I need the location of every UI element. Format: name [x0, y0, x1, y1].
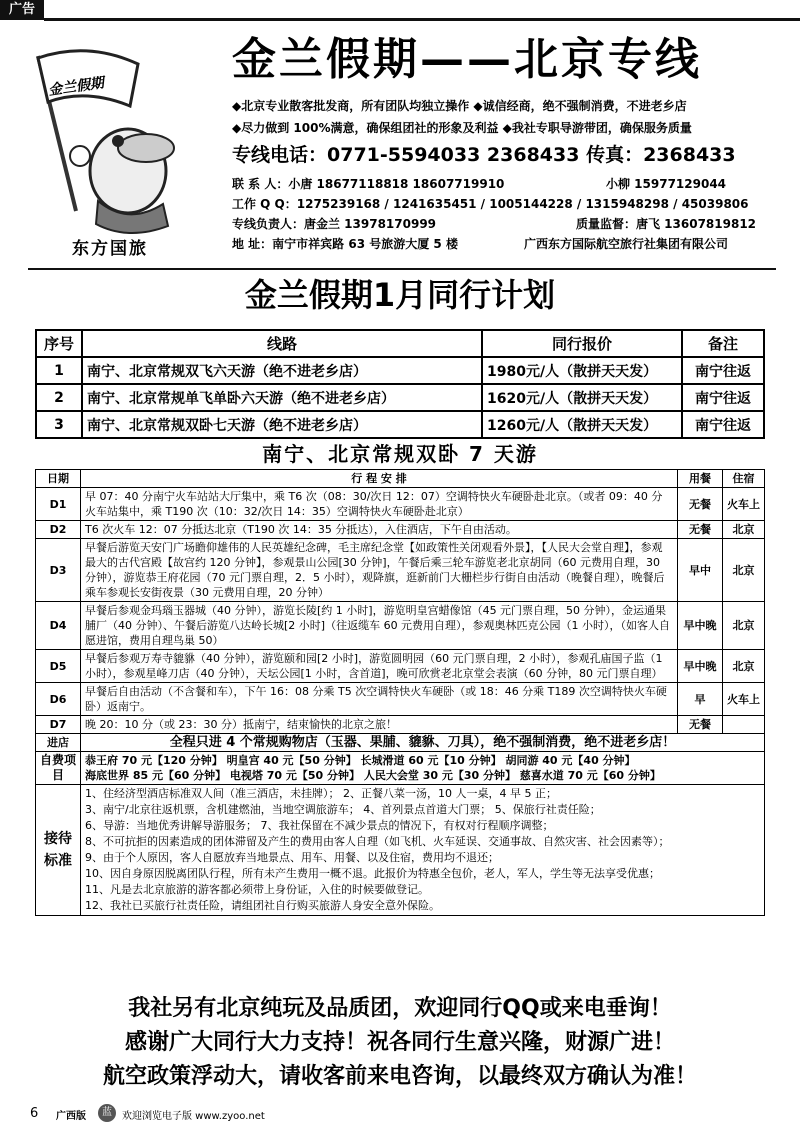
header-route: 线路 — [82, 330, 482, 357]
header-date: 日期 — [36, 470, 81, 488]
address-line: 地 址：南宁市祥宾路 63 号旅游大厦 5 楼 — [232, 237, 458, 251]
table-row — [36, 488, 765, 521]
ad-tag: 广告 — [0, 0, 44, 20]
standards-row — [36, 785, 765, 916]
day-label: D2 — [36, 521, 81, 539]
contact-line: 联 系 人：小唐 18677118818 18607719910 — [232, 177, 505, 191]
routes-header-row — [36, 330, 764, 357]
table-row — [36, 521, 765, 539]
day-label: D4 — [36, 602, 81, 650]
contact-line-2: 小柳 15977129044 — [606, 177, 727, 191]
shops-row — [36, 734, 765, 752]
shops-text: 全程只进 4 个常规购物店（玉器、果脯、貔貅、刀具），绝不强制消费，绝不进老乡店！ — [81, 734, 765, 752]
standard-item: 9、由于个人原因，客人自愿放弃当地景点、用车、用餐、以及住宿，费用均不退还； — [85, 851, 499, 864]
standard-item: 11、凡是去北京旅游的游客都必须带上身份证，入住的时候要做登记。 — [85, 883, 429, 896]
route-no: 1 — [36, 357, 82, 384]
standard-item: 6、导游：当地优秀讲解导游服务； 7、我社保留在不减少景点的情况下，有权对行程顺序调整； — [85, 819, 554, 832]
day-plan: 早餐后游览天安门广场瞻仰雄伟的人民英雄纪念碑，毛主席纪念堂【如政策性关闭观看外景】，【人民大会堂自理】，参观最大的古代宫殿【故宫约 120 分钟】，参观景山公园[30 分钟]，午餐后乘三轮车游览老北京胡同（60 元费用自理，30 分钟），游览恭王府花园（70 元门票自理，2．5 小时），观降旗，逛新前门大栅栏步行街自由活动（晚餐自理），晚餐后乘车参观长安街夜景（30 元费用自理，20 分钟） — [81, 539, 678, 602]
route-price: 1980元/人（散拼天天发） — [482, 357, 682, 384]
day-label: D1 — [36, 488, 81, 521]
optional-items — [81, 752, 765, 785]
header-no: 序号 — [36, 330, 82, 357]
qq-line: 工作 Q Q：1275239168 / 1241635451 / 1005144228 / 1315948298 / 45039806 — [232, 197, 749, 211]
tour-title: 南宁、北京常规双卧 7 天游 — [262, 442, 538, 466]
day-plan: 早餐后自由活动（不含餐和车），下午 16：08 分乘 T5 次空调特快火车硬卧（或 18：46 分乘 T189 次空调特快火车硬卧）返南宁。 — [81, 683, 678, 716]
route-note: 南宁往返 — [682, 411, 764, 438]
brand-title: 金兰假期——北京专线 — [232, 34, 702, 85]
mascot-flag-icon — [18, 36, 198, 261]
table-row — [36, 602, 765, 650]
standards-label: 接待标准 — [36, 785, 81, 916]
day-plan: 晚 20：10 分（或 23：30 分）抵南宁，结束愉快的北京之旅！ — [81, 716, 678, 734]
day-plan: 早 07：40 分南宁火车站站大厅集中，乘 T6 次（08：30/次日 12：07）空调特快火车硬卧赴北京。（或者 09：40 分火车站集中，乘 T190 次（10：32/次日 14：35）空调特快火车硬卧赴北京） — [81, 488, 678, 521]
table-row — [36, 411, 764, 438]
plan-title: 金兰假期1月同行计划 — [244, 276, 556, 314]
route-no: 2 — [36, 384, 82, 411]
day-meal: 早中晚 — [678, 650, 723, 683]
day-meal: 早中 — [678, 539, 723, 602]
optional-line: 海底世界 85 元【60 分钟】 电视塔 70 元【50 分钟】 人民大会堂 30 元【30 分钟】 慈喜水道 70 元【60 分钟】 — [85, 769, 661, 782]
routes-table — [35, 329, 765, 439]
route-no: 3 — [36, 411, 82, 438]
slogan-line: ◆尽力做到 100%满意，确保组团社的形象及利益 ◆我社专职导游带团，确保服务质量 — [232, 121, 692, 135]
supervisor-line: 质量监督：唐飞 13607819812 — [576, 217, 757, 231]
edition-label: 广西版 — [56, 1111, 86, 1122]
table-row — [36, 683, 765, 716]
standard-item: 1、住经济型酒店标准双人间（准三酒店，未挂牌）； 2、正餐八菜一汤，10 人一桌，4 早 5 正； — [85, 787, 557, 800]
day-plan: 早餐后参观金玛瑙玉器城（40 分钟），游览长陵[约 1 小时]，游览明皇宫蜡像馆（45 元门票自理，50 分钟），金运通果脯厂（40 分钟）、午餐后游览八达岭长城[2 小时]（往返缆车 60 元费用自理），参观奥林匹克公园（1 小时），（如客人自愿进馆，费用自理鸟巢 50） — [81, 602, 678, 650]
logo-flag-text: 金兰假期 — [47, 75, 105, 99]
itinerary-table — [35, 469, 765, 916]
logo — [18, 36, 198, 261]
header-price: 同行报价 — [482, 330, 682, 357]
day-stay: 火车上 — [723, 683, 765, 716]
route-name: 南宁、北京常规单飞单卧六天游（绝不进老乡店） — [82, 384, 482, 411]
standard-item: 12、我社已买旅行社责任险，请组团社自行购买旅游人身安全意外保险。 — [85, 899, 440, 912]
slogan-line: ◆北京专业散客批发商，所有团队均独立操作 ◆诚信经商，绝不强制消费，不进老乡店 — [232, 99, 687, 113]
day-plan: 早餐后参观万寿寺貔貅（40 分钟），游览颐和园[2 小时]，游览圆明园（60 元门票自理，2 小时），参观孔庙国子监（1 小时），参观星峰刀店（40 分钟），天坛公园[1 小时，含首道]，晚可欣赏老北京堂会表演（60 分钟，80 元门票自理） — [81, 650, 678, 683]
day-stay: 北京 — [723, 602, 765, 650]
table-row — [36, 650, 765, 683]
route-price: 1260元/人（散拼天天发） — [482, 411, 682, 438]
header-meal: 用餐 — [678, 470, 723, 488]
phone-line: 专线电话：0771-5594033 2368433 传真：2368433 — [232, 144, 736, 166]
route-note: 南宁往返 — [682, 357, 764, 384]
table-row — [36, 539, 765, 602]
manager-line: 专线负责人：唐金兰 13978170999 — [232, 217, 437, 231]
day-stay — [723, 716, 765, 734]
day-stay: 火车上 — [723, 488, 765, 521]
optional-line: 恭王府 70 元【120 分钟】 明皇宫 40 元【50 分钟】 长城滑道 60 元【10 分钟】 胡同游 40 元【40 分钟】 — [85, 754, 636, 767]
standard-item: 3、南宁/北京往返机票，含机建燃油，当地空调旅游车； 4、首列景点首道大门票； 5、保旅行社责任险； — [85, 803, 601, 816]
day-meal: 无餐 — [678, 521, 723, 539]
day-label: D5 — [36, 650, 81, 683]
edition-badge: 蓝 — [98, 1104, 116, 1122]
table-row — [36, 384, 764, 411]
bottom-bar — [0, 1100, 800, 1126]
header-stay: 住宿 — [723, 470, 765, 488]
standard-item: 8、不可抗拒的因素造成的团体滞留及产生的费用由客人自理（如飞机、火车延误、交通事故、自然灾害、社会因素等）； — [85, 835, 670, 848]
standards-items — [81, 785, 765, 916]
footer-line: 感谢广大同行大力支持！祝各同行生意兴隆，财源广进！ — [124, 1030, 675, 1055]
day-meal: 早中晚 — [678, 602, 723, 650]
table-row — [36, 716, 765, 734]
page-number: 6 — [30, 1106, 39, 1121]
footer-line: 航空政策浮动大，请收客前来电咨询，以最终双方确认为准！ — [102, 1064, 697, 1089]
header-note: 备注 — [682, 330, 764, 357]
site-link[interactable]: 欢迎浏览电子版 www.zyoo.net — [122, 1111, 265, 1122]
day-meal: 无餐 — [678, 716, 723, 734]
header-plan: 行 程 安 排 — [81, 470, 678, 488]
day-stay: 北京 — [723, 650, 765, 683]
day-meal: 早 — [678, 683, 723, 716]
day-meal: 无餐 — [678, 488, 723, 521]
footer-line: 我社另有北京纯玩及品质团，欢迎同行QQ或来电垂询！ — [128, 996, 672, 1021]
day-label: D3 — [36, 539, 81, 602]
itinerary-header-row — [36, 470, 765, 488]
day-label: D7 — [36, 716, 81, 734]
agency-name: 东方国旅 — [72, 239, 148, 259]
day-label: D6 — [36, 683, 81, 716]
optional-row — [36, 752, 765, 785]
shops-label: 进店 — [36, 734, 81, 752]
route-name: 南宁、北京常规双飞六天游（绝不进老乡店） — [82, 357, 482, 384]
divider — [28, 268, 776, 270]
day-stay: 北京 — [723, 539, 765, 602]
route-price: 1620元/人（散拼天天发） — [482, 384, 682, 411]
route-name: 南宁、北京常规双卧七天游（绝不进老乡店） — [82, 411, 482, 438]
route-note: 南宁往返 — [682, 384, 764, 411]
day-stay: 北京 — [723, 521, 765, 539]
company-line: 广西东方国际航空旅行社集团有限公司 — [524, 237, 729, 251]
table-row — [36, 357, 764, 384]
day-plan: T6 次火车 12：07 分抵达北京（T190 次 14：35 分抵达），入住酒店，下午自由活动。 — [81, 521, 678, 539]
standard-item: 10、因自身原因脱离团队行程，所有未产生费用一概不退。此报价为特惠全包价，老人，军人，学生等无法享受优惠； — [85, 867, 660, 880]
top-rule — [44, 18, 800, 21]
optional-label: 自费项目 — [36, 752, 81, 785]
